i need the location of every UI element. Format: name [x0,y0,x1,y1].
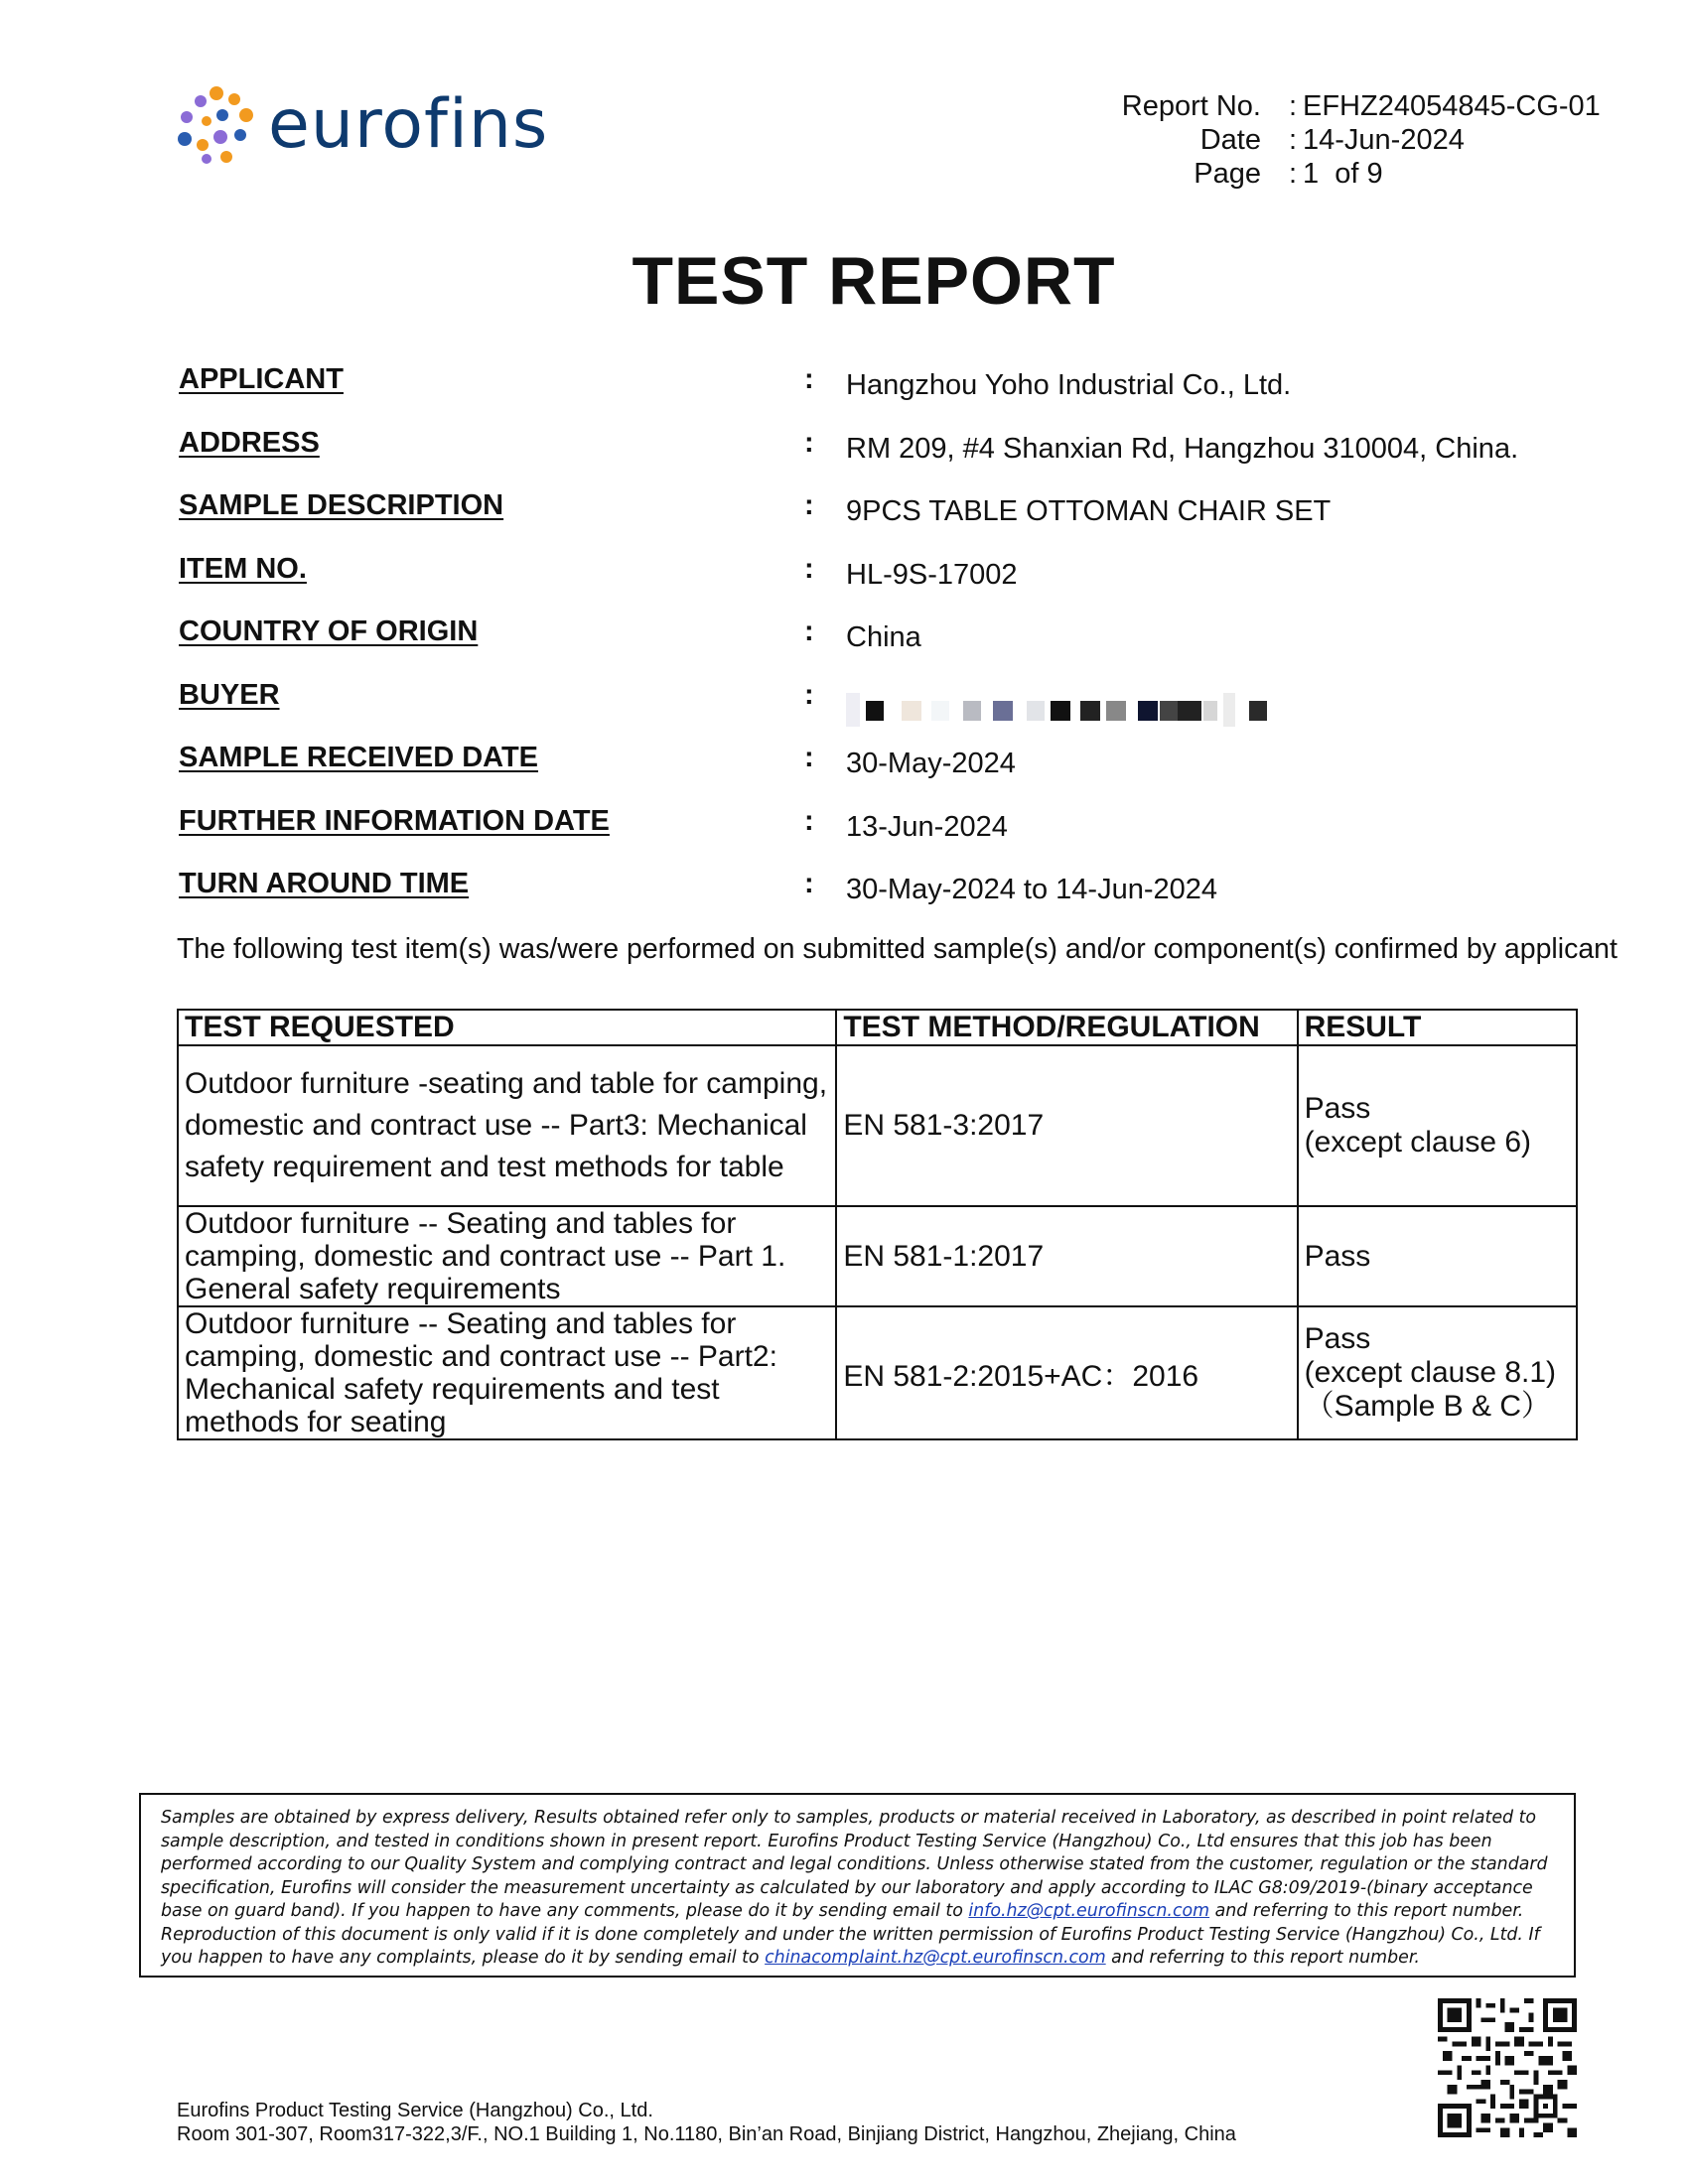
complaint-email-link[interactable]: chinacomplaint.hz@cpt.eurofinscn.com [765,1948,1106,1968]
results-table [177,1009,1578,1440]
field-value: 13-Jun-2024 [846,810,1008,843]
field-country-of-origin [179,615,1589,679]
table-row [178,1306,1577,1439]
table-row [178,1206,1577,1306]
result-cell [1298,1306,1577,1439]
eurofins-dots-icon [177,85,254,165]
field-value: HL-9S-17002 [846,558,1018,591]
page-value: 1 of 9 [1303,158,1383,190]
footer-company: Eurofins Product Testing Service (Hangzhou) Co., Ltd. [177,2100,653,2121]
result-line: (except clause 6) [1304,1126,1532,1159]
field-label: COUNTRY OF ORIGIN [179,615,479,647]
report-no-label: Report No. [1121,90,1261,122]
date-value: 14-Jun-2024 [1303,124,1465,156]
field-colon: : [804,678,814,711]
page-title: TEST REPORT [632,243,1116,319]
field-colon: : [804,868,814,899]
disclaimer-box [139,1793,1576,1978]
result-line: （Sample B & C） [1304,1390,1551,1423]
field-applicant [179,363,1589,427]
result-cell [1298,1045,1577,1206]
field-label: ADDRESS [179,426,320,459]
test-requested-cell: Outdoor furniture -seating and table for camping, domestic and contract use -- Part3: Mechanical safety requirement and test methods for table [178,1045,836,1206]
report-no-row [1092,89,1601,123]
field-turn-around-time [179,868,1589,931]
field-sample-received-date [179,742,1589,805]
field-colon: : [804,363,814,395]
result-cell [1298,1206,1577,1306]
field-colon: : [804,489,814,521]
intro-text: The following test item(s) was/were performed on submitted sample(s) and/or component(s) confirmed by applicant [177,933,1618,965]
result-line: Pass [1304,1092,1371,1125]
result-line: (except clause 8.1) [1304,1356,1557,1389]
info-email-link[interactable]: info.hz@cpt.eurofinscn.com [968,1901,1210,1921]
field-value: 30-May-2024 [846,748,1016,779]
column-header-test-requested: TEST REQUESTED [178,1010,836,1045]
table-row [178,1045,1577,1206]
field-further-information-date [179,805,1589,869]
field-value: 30-May-2024 to 14-Jun-2024 [846,874,1218,905]
column-header-result: RESULT [1298,1010,1577,1045]
field-label: SAMPLE DESCRIPTION [179,489,504,521]
disclaimer-text: and referring to this report number. [1105,1948,1420,1968]
field-value: China [846,621,921,653]
qr-code[interactable] [1438,1998,1577,2137]
field-value: 9PCS TABLE OTTOMAN CHAIR SET [846,495,1332,527]
report-meta [1092,89,1601,191]
field-colon: : [804,426,814,459]
eurofins-logo [177,85,554,165]
result-line: Pass [1304,1322,1371,1355]
field-value: Hangzhou Yoho Industrial Co., Ltd. [846,369,1292,401]
test-method-cell: EN 581-3:2017 [836,1045,1297,1206]
date-label: Date [1199,124,1261,156]
separator: : [1288,90,1297,122]
field-label: TURN AROUND TIME [179,868,470,899]
separator: : [1288,158,1297,190]
result-line: Pass [1304,1239,1371,1273]
field-value: RM 209, #4 Shanxian Rd, Hangzhou 310004, China. [846,432,1519,465]
field-label: BUYER [179,678,280,711]
field-item-no [179,553,1589,616]
field-sample-description [179,489,1589,553]
field-label: ITEM NO. [179,552,307,585]
page-label: Page [1194,158,1261,190]
field-colon: : [804,552,814,585]
footer [177,2099,1236,2146]
report-no-value: EFHZ24054845-CG-01 [1303,90,1601,122]
separator: : [1288,124,1297,156]
date-row [1092,123,1601,157]
test-requested-cell: Outdoor furniture -- Seating and tables for camping, domestic and contract use -- Part2: Mechanical safety requirements and test methods for seating [178,1306,836,1439]
table-header-row [178,1010,1577,1045]
field-buyer [179,679,1589,743]
test-method-cell: EN 581-2:2015+AC：2016 [836,1306,1297,1439]
field-label: SAMPLE RECEIVED DATE [179,742,539,773]
brand-name: eurofins [268,85,549,164]
disclaimer-text: and referring to this report number. Reproduction of this document is only valid if it is done completely and under the written permission of Eurofins Product Testing Service (Hangzhou) Co., Ltd. If you happen to have any complaints, please do it by sending email to [161,1901,1540,1968]
report-fields [179,363,1589,931]
redacted-buyer-mosaic [846,693,1541,723]
field-colon: : [804,742,814,773]
test-method-cell: EN 581-1:2017 [836,1206,1297,1306]
test-requested-cell: Outdoor furniture -- Seating and tables for camping, domestic and contract use -- Part 1. General safety requirements [178,1206,836,1306]
field-colon: : [804,804,814,837]
field-label: APPLICANT [179,363,344,395]
field-label: FURTHER INFORMATION DATE [179,804,610,837]
page-row [1092,157,1601,191]
column-header-test-method: TEST METHOD/REGULATION [836,1010,1297,1045]
footer-address: Room 301-307, Room317-322,3/F., NO.1 Building 1, No.1180, Bin’an Road, Binjiang District, Hangzhou, Zhejiang, China [177,2123,1236,2145]
field-colon: : [804,615,814,647]
disclaimer-text: Samples are obtained by express delivery, Results obtained refer only to samples, products or material received in Laboratory, as described in point related to sample description, and tested in conditions shown in present report. Eurofins Product Testing Service (Hangzhou) Co., Ltd ensures that this job has been performed according to our Quality System and complying contract and legal conditions. Unless otherwise stated from the customer, regulation or the standard specification, Eurofins will consider the measurement uncertainty as calculated by our laboratory and apply according to ILAC G8:09/2019-(binary acceptance base on guard band). If you happen to have any comments, please do it by sending email to [161,1808,1548,1921]
field-address [179,427,1589,490]
